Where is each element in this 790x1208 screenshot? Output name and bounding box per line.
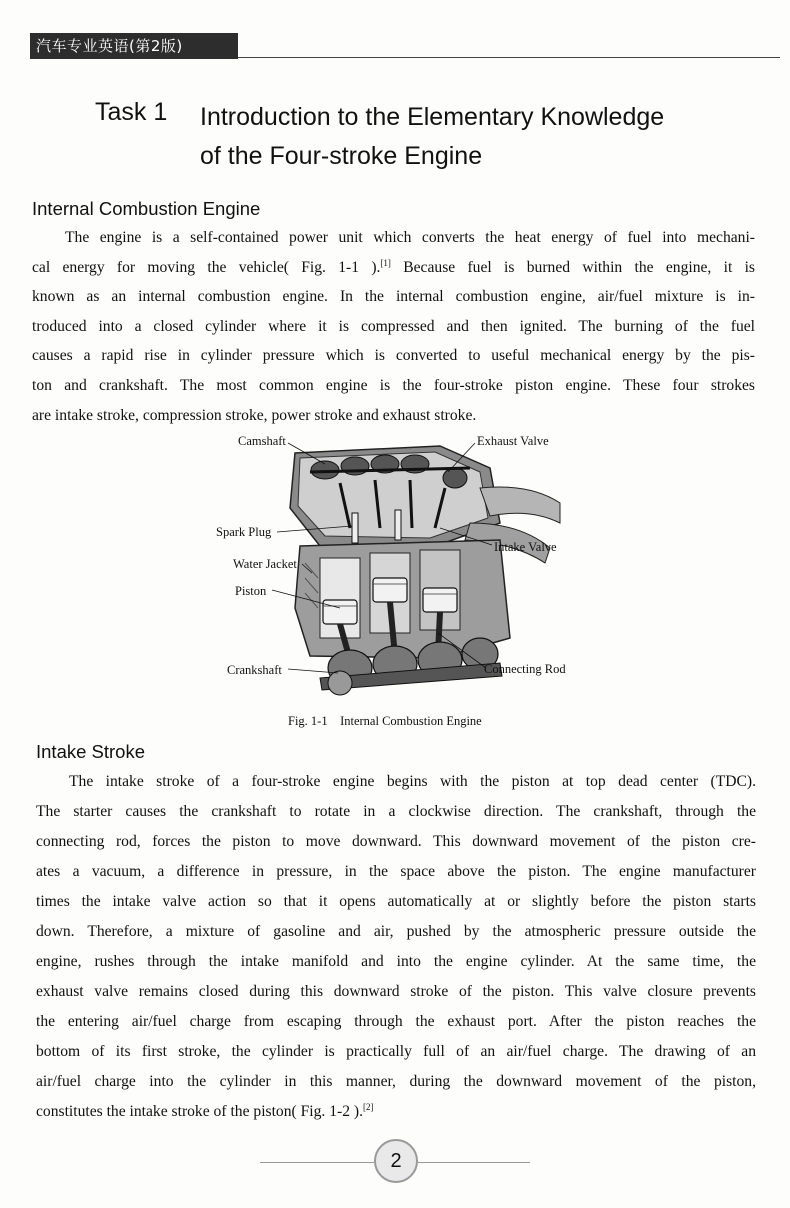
paragraph-line: connecting rod, forces the piston to move downward. This downward movement of the piston cre- (36, 833, 756, 850)
line-text: Because fuel is burned within the engine, it is (403, 258, 755, 276)
page-number-rule-left (260, 1162, 374, 1163)
section-heading-internal-combustion: Internal Combustion Engine (32, 198, 261, 219)
paragraph-line: engine, rushes through the intake manifold and into the engine cylinder. At the same time, the (36, 953, 756, 970)
paragraph-line: air/fuel charge into the cylinder in this manner, during the downward movement of the piston, (36, 1073, 756, 1090)
reference-mark: [1] (380, 257, 391, 268)
label-exhaust-valve: Exhaust Valve (477, 434, 549, 448)
paragraph-intake-stroke (36, 767, 756, 1127)
task-title (200, 98, 760, 176)
label-connecting-rod: Connecting Rod (484, 662, 566, 676)
paragraph-line: down. Therefore, a mixture of gasoline and air, pushed by the atmospheric pressure outside the (36, 923, 756, 940)
page-number-rule-right (418, 1162, 530, 1163)
line-text: constitutes the intake stroke of the piston( Fig. 1-2 ). (36, 1103, 363, 1120)
label-camshaft: Camshaft (238, 434, 286, 448)
label-water-jacket: Water Jacket (233, 557, 297, 571)
paragraph-line (32, 253, 755, 283)
task-label: Task 1 (95, 98, 168, 126)
paragraph-internal-combustion (32, 223, 755, 430)
paragraph-line: known as an internal combustion engine. In the internal combustion engine, air/fuel mixture is in- (32, 288, 755, 306)
paragraph-line: troduced into a closed cylinder where it is compressed and then ignited. The burning of the fuel (32, 317, 755, 335)
paragraph-line: the entering air/fuel charge from escaping through the exhaust port. After the piston reaches the (36, 1013, 756, 1030)
paragraph-line: exhaust valve remains closed during this downward stroke of the piston. This valve closure prevents (36, 983, 756, 1000)
section-heading-intake-stroke: Intake Stroke (36, 741, 146, 762)
paragraph-line: ates a vacuum, a difference in pressure, in the space above the piston. The engine manufacturer (36, 863, 756, 880)
paragraph-line: The starter causes the crankshaft to rotate in a clockwise direction. The crankshaft, through the (36, 803, 756, 820)
paragraph-line: times the intake valve action so that it opens automatically at or slightly before the piston starts (36, 893, 756, 910)
task-title-line-1: Introduction to the Elementary Knowledge (200, 103, 665, 131)
engine-figure (200, 428, 580, 708)
book-title-header: 汽车专业英语(第2版) (30, 33, 238, 59)
label-spark-plug: Spark Plug (216, 525, 272, 539)
paragraph-line: The engine is a self-contained power unit which converts the heat energy of fuel into mechani- (65, 229, 755, 246)
paragraph-line: ton and crankshaft. The most common engine is the four-stroke piston engine. These four strokes (32, 376, 755, 394)
paragraph-line: The intake stroke of a four-stroke engine begins with the piston at top dead center (TDC). (69, 773, 756, 790)
header-rule (238, 57, 780, 58)
paragraph-line: are intake stroke, compression stroke, power stroke and exhaust stroke. (32, 406, 477, 424)
label-piston: Piston (235, 584, 267, 598)
reference-mark: [2] (362, 1102, 374, 1112)
line-text: cal energy for moving the vehicle( Fig. 1-1 ). (32, 258, 381, 276)
paragraph-line (36, 1097, 756, 1127)
paragraph-line: causes a rapid rise in cylinder pressure which is converted to useful mechanical energy by the pis- (32, 347, 755, 365)
label-intake-valve: Intake Valve (494, 540, 557, 554)
figure-caption: Fig. 1-1 Internal Combustion Engine (288, 714, 482, 728)
label-crankshaft: Crankshaft (227, 663, 282, 677)
task-title-line-2: of the Four-stroke Engine (200, 142, 483, 170)
paragraph-line: bottom of its first stroke, the cylinder is practically full of an air/fuel charge. The drawing of an (36, 1043, 756, 1060)
page-number: 2 (374, 1139, 418, 1183)
